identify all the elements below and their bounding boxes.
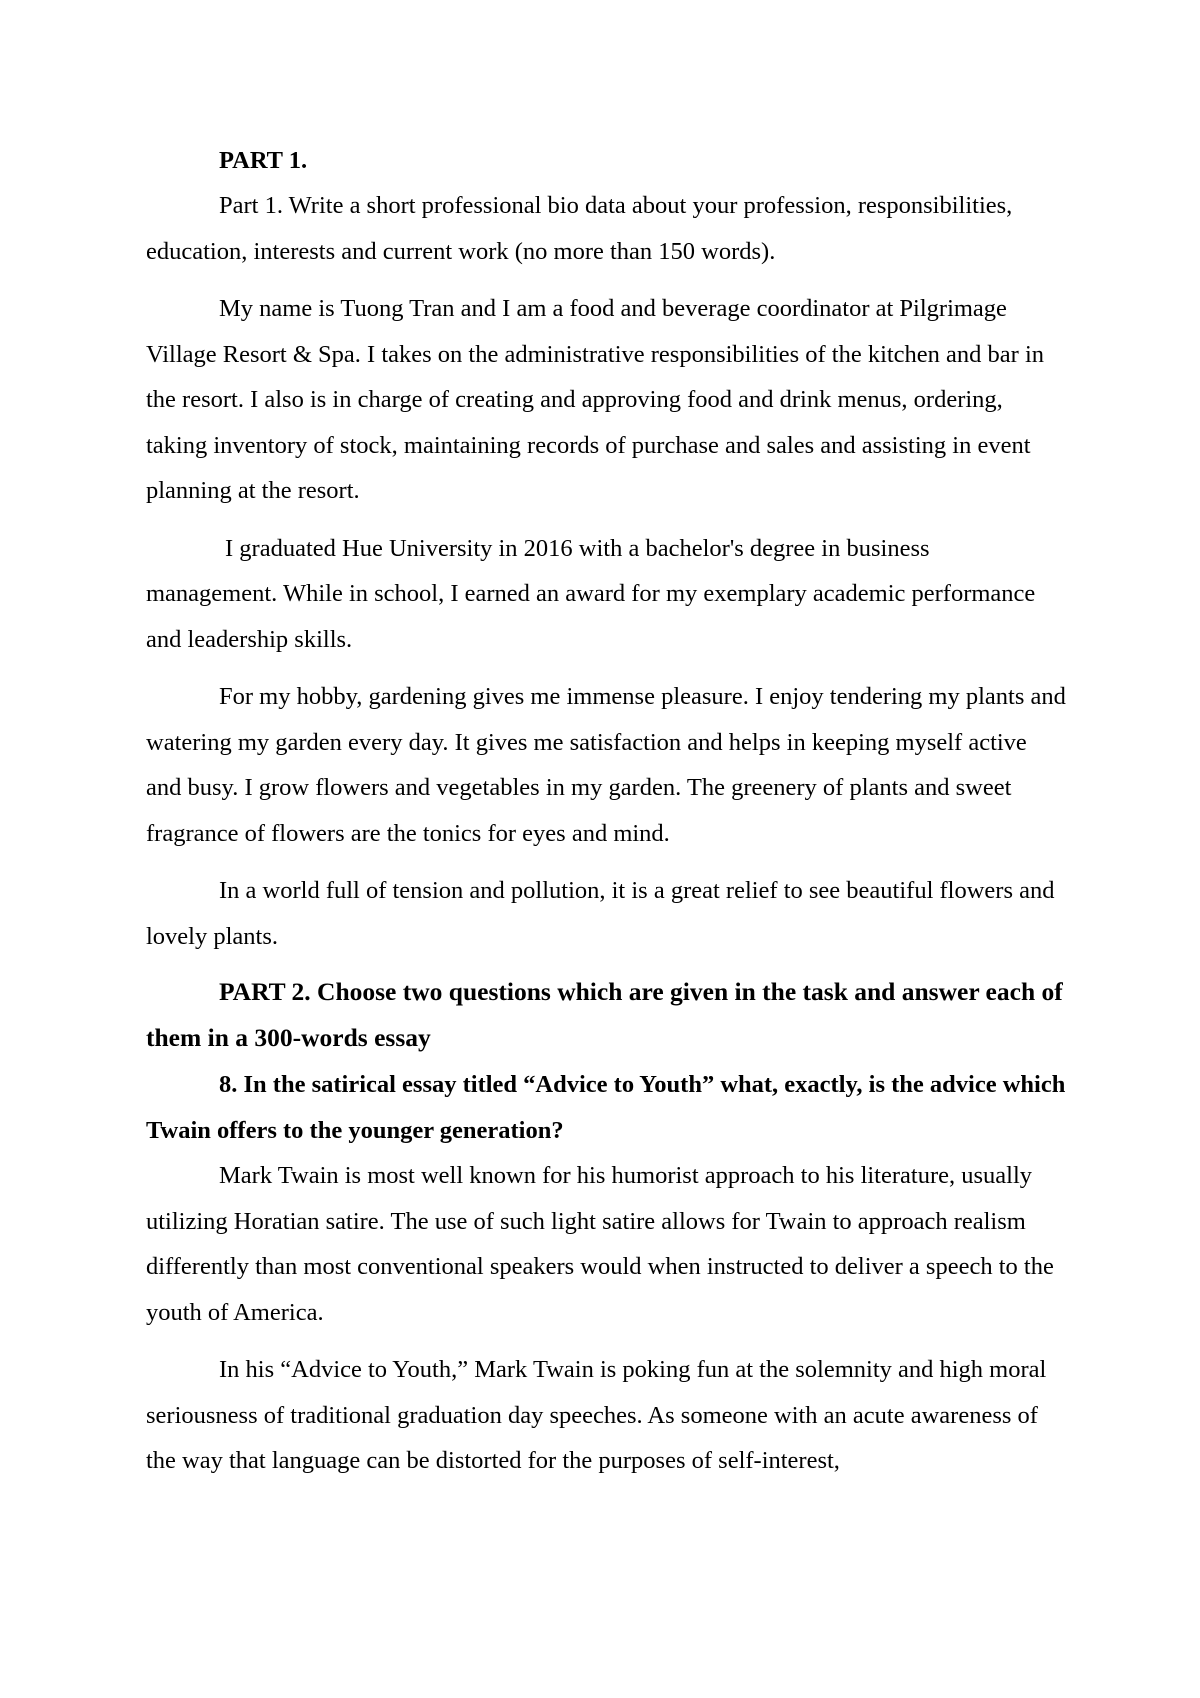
- bio-paragraph-education: I graduated Hue University in 2016 with a bachelor's degree in business management. While in school, I earned an award for my exemplary academic performance and leadership skills.: [146, 534, 1036, 653]
- document-body: [146, 146, 1066, 1484]
- part1-heading: PART 1.: [219, 147, 308, 174]
- bio-paragraph-closing: In a world full of tension and pollution, it is a great relief to see beautiful flowers and lovely plants.: [146, 877, 1055, 950]
- bio-paragraph-hobby: For my hobby, gardening gives me immense pleasure. I enjoy tendering my plants and watering my garden every day. It gives me satisfaction and helps in keeping myself active and busy. I grow flowers and vegetables in my garden. The greenery of plants and sweet fragrance of flowers are the tonics for eyes and mind.: [146, 683, 1066, 847]
- bio-paragraph-profession: My name is Tuong Tran and I am a food and beverage coordinator at Pilgrimage Village Resort & Spa. I takes on the administrative responsibilities of the kitchen and bar in the resort. I also is in charge of creating and approving food and drink menus, ordering, taking inventory of stock, maintaining records of purchase and sales and assisting in event planning at the resort.: [146, 295, 1045, 504]
- part2-heading: PART 2. Choose two questions which are given in the task and answer each of them in a 300-words essay: [146, 977, 1063, 1052]
- essay-paragraph-2: In his “Advice to Youth,” Mark Twain is poking fun at the solemnity and high moral seriousness of traditional graduation day speeches. As someone with an acute awareness of the way that language can be distorted for the purposes of self-interest,: [146, 1356, 1047, 1474]
- part1-prompt: Part 1. Write a short professional bio data about your profession, responsibilities, education, interests and current work (no more than 150 words).: [146, 192, 1013, 265]
- essay-paragraph-1: Mark Twain is most well known for his humorist approach to his literature, usually utilizing Horatian satire. The use of such light satire allows for Twain to approach realism differently than most conventional speakers would when instructed to deliver a speech to the youth of America.: [146, 1162, 1054, 1326]
- question-8: 8. In the satirical essay titled “Advice to Youth” what, exactly, is the advice which Twain offers to the younger generation?: [146, 1071, 1066, 1144]
